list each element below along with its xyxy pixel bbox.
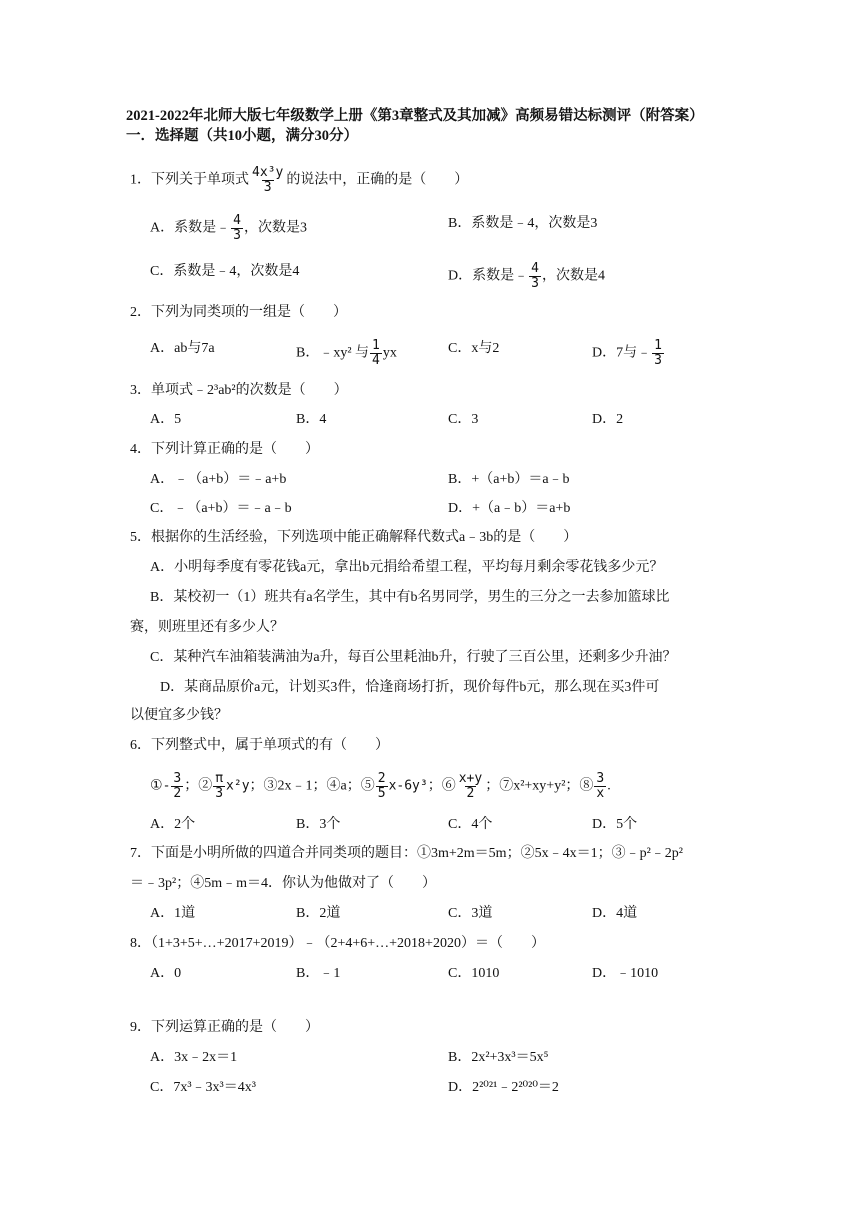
q3-option-b: B．4	[296, 412, 327, 427]
q6-expression-list: ①- $\frac{3}{2}$ ；② $\frac{\pi}{3}$ x²y；③2x﹣1；④a；⑤ $\frac{2}{5}$ x-6y³；⑥ $\frac{x+y}{2}$ ；⑦x²+xy+y²；⑧ $\frac{3}{x}$ .	[150, 771, 611, 801]
q6-option-d: D．5个	[592, 817, 638, 832]
question-7-line2: ＝﹣3p²；④5m﹣m＝4．你认为他做对了（ ）	[130, 876, 436, 891]
q1-option-b: B．系数是﹣4，次数是3	[448, 216, 598, 231]
q3-option-a: A．5	[150, 412, 182, 427]
q5-option-d-line1: D．某商品原价a元，计划买3件，恰逢商场打折，现价每件b元，那么现在买3件可	[160, 680, 660, 695]
doc-title: 2021-2022年北师大版七年级数学上册《第3章整式及其加减》高频易错达标测评（附答案）	[126, 108, 704, 124]
question-7-line1: 7．下面是小明所做的四道合并同类项的题目：①3m+2m＝5m；②5x﹣4x＝1；③﹣p²﹣2p²	[130, 846, 683, 861]
q5-option-a: A．小明每季度有零花钱a元，拿出b元捐给希望工程，平均每月剩余零花钱多少元？	[150, 560, 664, 575]
question-3-stem: 3．单项式﹣2³ab²的次数是（ ）	[130, 383, 348, 398]
question-2-stem: 2．下列为同类项的一组是（ ）	[130, 305, 347, 320]
q7-option-a: A．1道	[150, 906, 196, 921]
q8-option-b: B．﹣1	[296, 966, 341, 981]
q2-option-a: A．ab与7a	[150, 341, 215, 356]
q5-option-b-line1: B．某校初一（1）班共有a名学生，其中有b名男同学，男生的三分之一去参加篮球比	[150, 590, 670, 605]
monomial-fraction: $\frac{\text{4x³y}}{3}$	[252, 165, 284, 195]
q6-option-c: C．4个	[448, 817, 493, 832]
question-9-stem: 9．下列运算正确的是（ ）	[130, 1020, 319, 1035]
q8-option-d: D．﹣1010	[592, 966, 659, 981]
q3-option-d: D．2	[592, 412, 624, 427]
question-5-stem: 5．根据你的生活经验，下列选项中能正确解释代数式a﹣3b的是（ ）	[130, 530, 578, 545]
q1-option-c: C．系数是﹣4，次数是4	[150, 264, 300, 279]
section-heading: 一．选择题（共10小题，满分30分）	[126, 128, 358, 144]
q2-option-b: B．﹣xy² 与 $\frac{1}{4}$ yx	[296, 338, 397, 368]
q9-option-b: B．2x²+3x³＝5x⁵	[448, 1050, 549, 1065]
q7-option-d: D．4道	[592, 906, 638, 921]
q6-option-b: B．3个	[296, 817, 341, 832]
q5-option-d-line2: 以便宜多少钱？	[130, 708, 228, 723]
question-1-stem: 1．下列关于单项式 $\frac{\text{4x³y}}{3}$ 的说法中，正确的是（ ）	[130, 165, 469, 195]
q8-option-c: C．1010	[448, 966, 500, 981]
q2-option-d: D．7与﹣ $\frac{1}{3}$	[592, 338, 662, 368]
q2-option-c: C．x与2	[448, 341, 500, 356]
q4-option-b: B．+（a+b）＝a﹣b	[448, 472, 570, 487]
q4-option-c: C．﹣（a+b）＝﹣a﹣b	[150, 501, 292, 516]
q3-option-c: C．3	[448, 412, 479, 427]
q5-option-b-line2: 赛，则班里还有多少人？	[130, 620, 284, 635]
question-4-stem: 4．下列计算正确的是（ ）	[130, 442, 319, 457]
q5-option-c: C．某种汽车油箱装满油为a升，每百公里耗油b升，行驶了三百公里，还剩多少升油？	[150, 650, 677, 665]
question-8-stem: 8．（1+3+5+…+2017+2019）﹣（2+4+6+…+2018+2020）＝（ ）	[130, 936, 545, 951]
q6-option-a: A．2个	[150, 817, 196, 832]
q7-option-b: B．2道	[296, 906, 341, 921]
q9-option-a: A．3x﹣2x＝1	[150, 1050, 238, 1065]
q4-option-a: A．﹣（a+b）＝﹣a+b	[150, 472, 287, 487]
question-6-stem: 6．下列整式中，属于单项式的有（ ）	[130, 738, 389, 753]
q9-option-c: C．7x³﹣3x³＝4x³	[150, 1080, 256, 1095]
q1-option-d: D．系数是﹣ $\frac{4}{3}$ ，次数是4	[448, 261, 605, 291]
q1-option-a: A．系数是﹣ $\frac{4}{3}$ ，次数是3	[150, 213, 307, 243]
q8-option-a: A．0	[150, 966, 182, 981]
q9-option-d: D．2²⁰²¹﹣2²⁰²⁰＝2	[448, 1080, 559, 1095]
q4-option-d: D．+（a﹣b）＝a+b	[448, 501, 571, 516]
q7-option-c: C．3道	[448, 906, 493, 921]
